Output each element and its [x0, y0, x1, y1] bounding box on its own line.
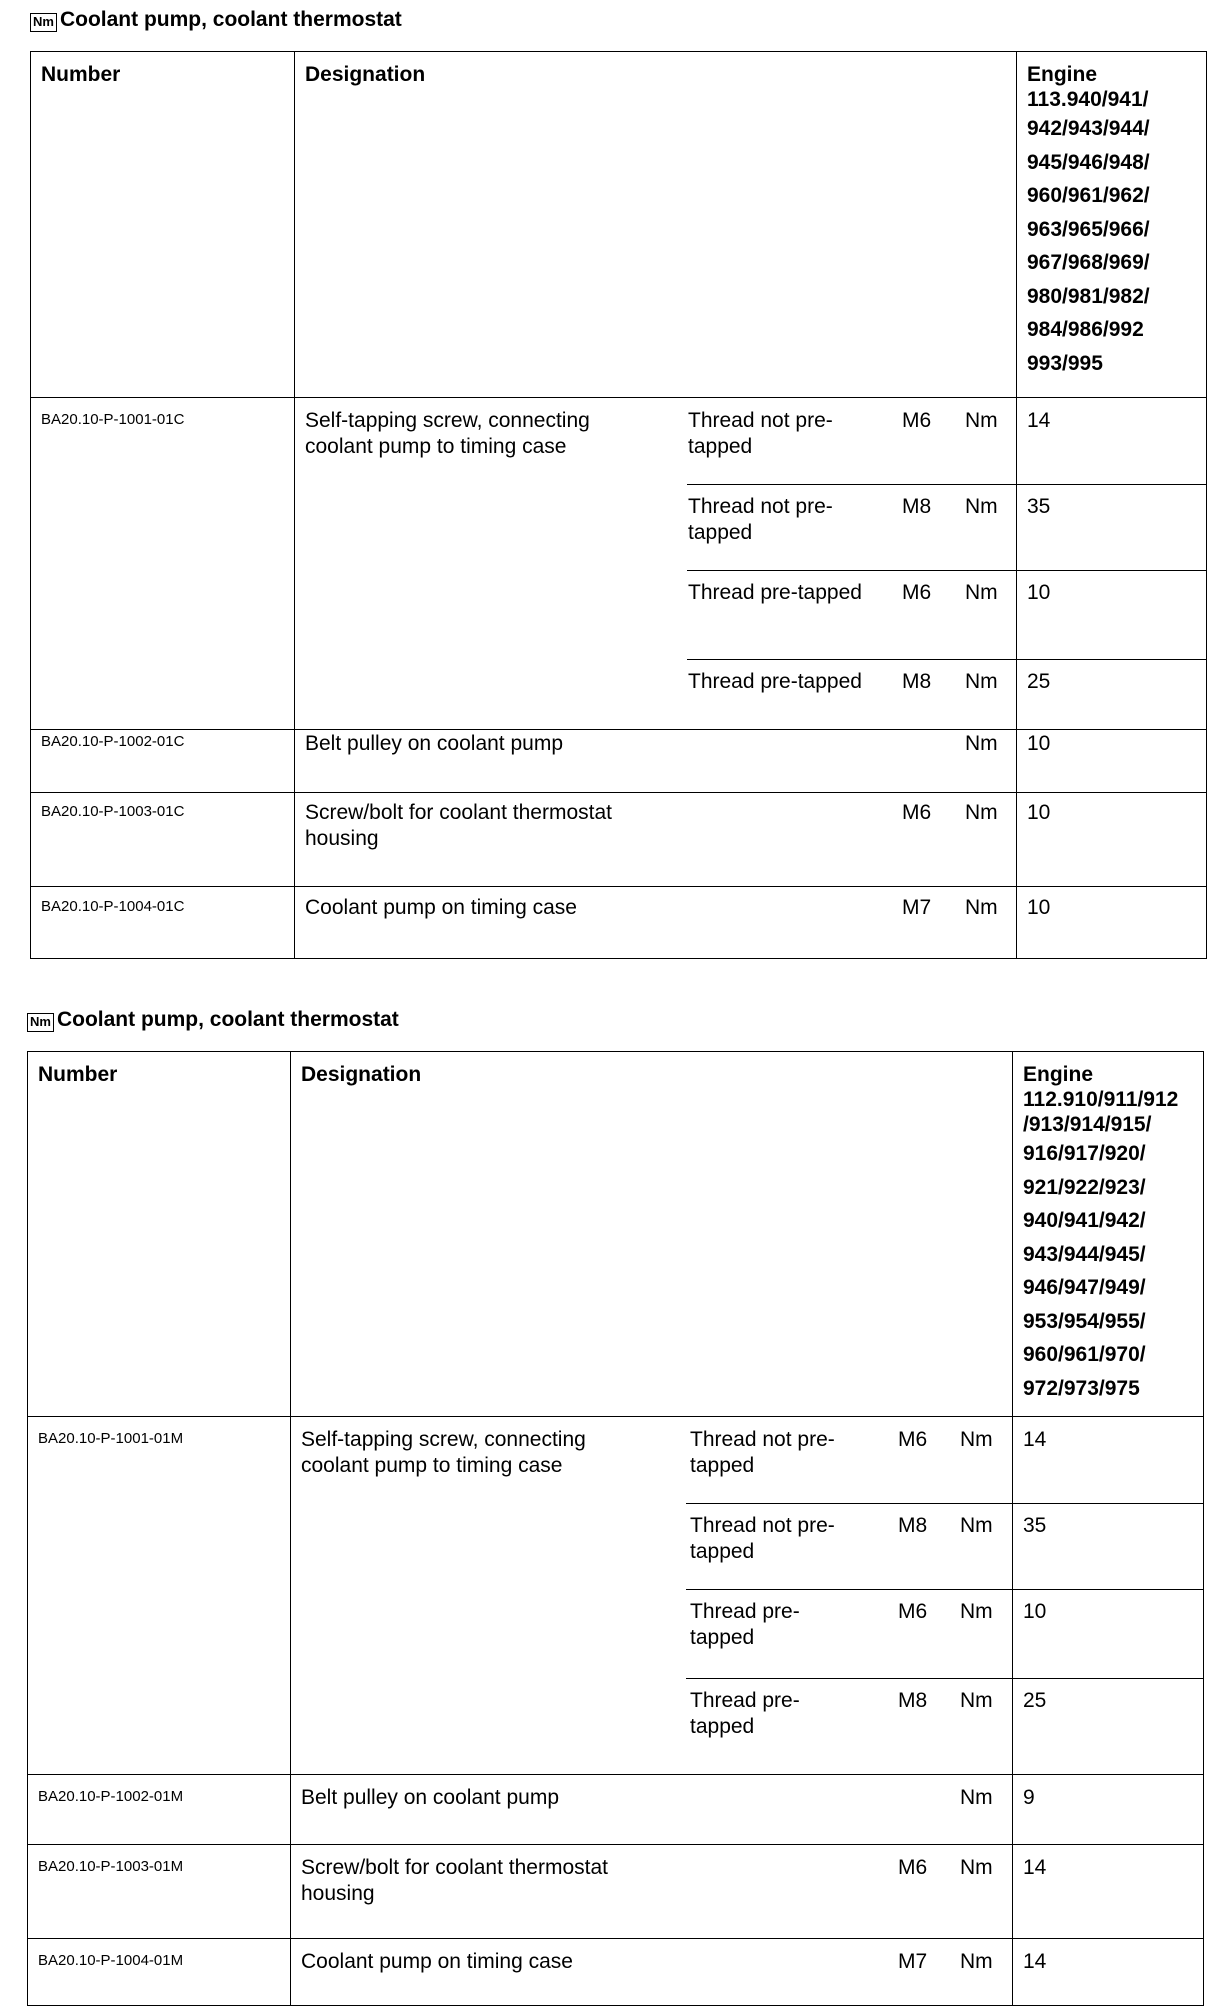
unit: Nm — [965, 896, 998, 919]
condition-line: Thread pre- — [690, 1689, 800, 1712]
condition-line: Thread not pre- — [688, 409, 833, 432]
thread-size: M6 — [902, 581, 932, 604]
engine-label: Engine — [1027, 63, 1098, 86]
thread-condition — [688, 408, 833, 460]
condition-line: tapped — [690, 1626, 755, 1649]
engine-code-line: 945/946/948/ — [1027, 150, 1150, 174]
designation-line: coolant pump to timing case — [305, 435, 567, 458]
unit: Nm — [965, 670, 998, 693]
engine-code-line: 921/922/923/ — [1023, 1175, 1146, 1199]
engine-code-line: 946/947/949/ — [1023, 1276, 1146, 1299]
section-heading — [30, 8, 402, 32]
designation: Belt pulley on coolant pump — [301, 1786, 559, 1809]
engine-code-line: 967/968/969/ — [1027, 251, 1150, 274]
torque-value: 10 — [1023, 1600, 1047, 1623]
engine-code-line: 960/961/962/ — [1027, 184, 1150, 207]
torque-table — [30, 51, 1207, 959]
torque-section-1 — [0, 0, 1216, 960]
engine-code-line: 953/954/955/ — [1023, 1309, 1146, 1333]
header-number: Number — [38, 1063, 118, 1086]
engine-code-line: 943/944/945/ — [1023, 1242, 1146, 1266]
designation-line: Self-tapping screw, connecting — [301, 1428, 586, 1451]
designation-line: Self-tapping screw, connecting — [305, 409, 590, 432]
nm-icon: Nm — [27, 1013, 54, 1032]
section-title: Coolant pump, coolant thermostat — [59, 8, 402, 31]
thread-condition — [690, 1513, 835, 1565]
thread-size: M8 — [902, 670, 932, 693]
designation — [305, 408, 590, 460]
torque-value: 10 — [1027, 801, 1051, 824]
unit: Nm — [960, 1600, 993, 1623]
condition-line: tapped — [690, 1454, 755, 1477]
engine-code-line: 993/995 — [1027, 351, 1103, 375]
unit: Nm — [960, 1950, 993, 1973]
part-number: BA20.10-P-1002-01C — [41, 733, 185, 750]
header-number: Number — [41, 63, 121, 86]
torque-table — [27, 1051, 1204, 2006]
part-number: BA20.10-P-1002-01M — [38, 1788, 184, 1805]
thread-size: M8 — [902, 495, 932, 518]
unit: Nm — [960, 1428, 993, 1451]
engine-code-line: /913/914/915/ — [1023, 1113, 1152, 1136]
unit: Nm — [965, 732, 998, 755]
torque-value: 25 — [1023, 1689, 1047, 1712]
part-number: BA20.10-P-1001-01C — [41, 411, 185, 428]
nm-icon: Nm — [30, 13, 57, 32]
designation: Coolant pump on timing case — [301, 1950, 573, 1973]
condition-line: Thread pre-tapped — [688, 670, 862, 693]
thread-condition — [690, 1427, 835, 1479]
torque-value: 10 — [1027, 896, 1051, 919]
header-designation: Designation — [305, 63, 426, 86]
thread-size: M8 — [898, 1514, 928, 1537]
section-heading — [27, 1008, 399, 1032]
condition-line: Thread not pre- — [690, 1514, 835, 1537]
condition-line: Thread not pre- — [688, 495, 833, 518]
designation-line: housing — [305, 827, 379, 850]
designation-line: Screw/bolt for coolant thermostat — [305, 801, 612, 824]
engine-code-line: 972/973/975 — [1023, 1376, 1140, 1400]
condition-line: tapped — [690, 1540, 755, 1563]
torque-value: 35 — [1023, 1514, 1047, 1537]
engine-code-line: 963/965/966/ — [1027, 217, 1150, 241]
thread-size: M6 — [902, 801, 932, 824]
unit: Nm — [960, 1856, 993, 1879]
unit: Nm — [960, 1514, 993, 1537]
designation — [301, 1427, 586, 1479]
header-engine — [1027, 62, 1150, 380]
engine-code-line: 942/943/944/ — [1027, 117, 1150, 140]
thread-condition — [690, 1599, 800, 1651]
thread-size: M6 — [902, 409, 932, 432]
unit: Nm — [965, 801, 998, 824]
engine-code-line: 112.910/911/912 — [1023, 1088, 1179, 1111]
thread-condition — [690, 1688, 800, 1740]
part-number: BA20.10-P-1001-01M — [38, 1430, 184, 1447]
thread-size: M6 — [898, 1600, 928, 1623]
part-number: BA20.10-P-1004-01M — [38, 1952, 184, 1969]
designation-line: housing — [301, 1882, 375, 1905]
designation: Belt pulley on coolant pump — [305, 732, 563, 755]
torque-value: 14 — [1023, 1856, 1047, 1879]
designation-line: coolant pump to timing case — [301, 1454, 563, 1477]
designation: Coolant pump on timing case — [305, 896, 577, 919]
condition-line: Thread pre- — [690, 1600, 800, 1623]
condition-line: Thread not pre- — [690, 1428, 835, 1451]
condition-line: tapped — [690, 1715, 755, 1738]
unit: Nm — [960, 1689, 993, 1712]
condition-line: Thread pre-tapped — [688, 581, 862, 604]
designation-line: Screw/bolt for coolant thermostat — [301, 1856, 608, 1879]
condition-line: tapped — [688, 435, 753, 458]
torque-value: 25 — [1027, 670, 1051, 693]
unit: Nm — [965, 409, 998, 432]
section-title: Coolant pump, coolant thermostat — [56, 1008, 399, 1031]
thread-condition — [688, 494, 833, 546]
designation — [305, 800, 612, 852]
engine-label: Engine — [1023, 1063, 1094, 1086]
engine-code-line: 940/941/942/ — [1023, 1209, 1146, 1232]
unit: Nm — [965, 581, 998, 604]
torque-value: 35 — [1027, 495, 1051, 518]
designation — [301, 1855, 608, 1907]
engine-code-line: 916/917/920/ — [1023, 1142, 1146, 1165]
thread-size: M6 — [898, 1428, 928, 1451]
part-number: BA20.10-P-1003-01C — [41, 803, 185, 820]
torque-value: 10 — [1027, 732, 1051, 755]
torque-value: 9 — [1023, 1786, 1035, 1809]
header-designation: Designation — [301, 1063, 422, 1086]
condition-line: tapped — [688, 521, 753, 544]
torque-value: 14 — [1027, 409, 1051, 432]
torque-value: 10 — [1027, 581, 1051, 604]
unit: Nm — [960, 1786, 993, 1809]
header-engine — [1023, 1062, 1178, 1405]
unit: Nm — [965, 495, 998, 518]
torque-value: 14 — [1023, 1950, 1047, 1973]
part-number: BA20.10-P-1003-01M — [38, 1858, 184, 1875]
engine-code-line: 960/961/970/ — [1023, 1343, 1146, 1366]
thread-size: M6 — [898, 1856, 928, 1879]
engine-code-line: 980/981/982/ — [1027, 284, 1150, 308]
engine-code-line: 984/986/992 — [1027, 318, 1144, 341]
part-number: BA20.10-P-1004-01C — [41, 898, 185, 915]
torque-section-2 — [0, 1000, 1216, 2012]
torque-value: 14 — [1023, 1428, 1047, 1451]
thread-condition — [688, 580, 862, 606]
thread-size: M8 — [898, 1689, 928, 1712]
thread-condition — [688, 669, 862, 695]
thread-size: M7 — [898, 1950, 928, 1973]
thread-size: M7 — [902, 896, 932, 919]
engine-code-line: 113.940/941/ — [1027, 88, 1149, 111]
